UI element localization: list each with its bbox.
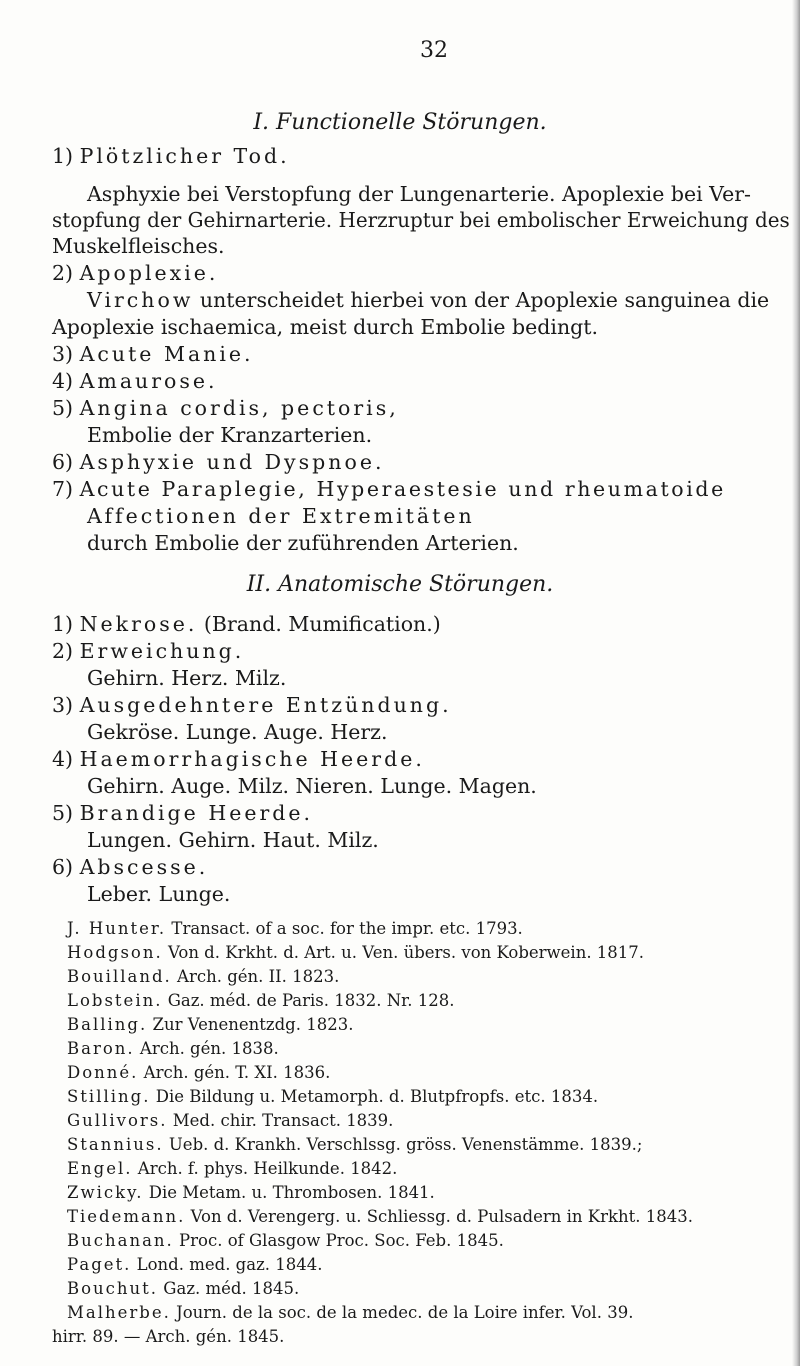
- list-item-6: 6) Abscesse.: [52, 855, 209, 879]
- body-text: Apoplexie ischaemica, meist durch Embolie bedingt.: [52, 315, 599, 339]
- reference-item: Stannius. Ueb. d. Krankh. Verschlssg. gröss. Venenstämme. 1839.;: [67, 1135, 643, 1154]
- body-text: Leber. Lunge.: [87, 882, 231, 906]
- reference-item: hirr. 89. — Arch. gén. 1845.: [52, 1327, 285, 1346]
- body-text: Asphyxie bei Verstopfung der Lungenarterie. Apoplexie bei Ver-: [87, 182, 751, 206]
- reference-item: J. Hunter. Transact. of a soc. for the impr. etc. 1793.: [67, 919, 523, 938]
- section-1-heading: I. Functionelle Störungen.: [253, 110, 547, 135]
- list-item-1: 1) Plötzlicher Tod.: [52, 144, 290, 168]
- reference-item: Tiedemann. Von d. Verengerg. u. Schliessg. d. Pulsadern in Krkht. 1843.: [67, 1207, 693, 1226]
- body-text: Embolie der Kranzarterien.: [87, 423, 373, 447]
- reference-item: Stilling. Die Bildung u. Metamorph. d. Blutpfropfs. etc. 1834.: [67, 1087, 599, 1106]
- list-item-4: 4) Amaurose.: [52, 369, 218, 393]
- reference-item: Balling. Zur Venenentzdg. 1823.: [67, 1015, 354, 1034]
- list-item-6: 6) Asphyxie und Dyspnoe.: [52, 450, 385, 474]
- reference-item: Donné. Arch. gén. T. XI. 1836.: [67, 1063, 331, 1082]
- reference-item: Gullivors. Med. chir. Transact. 1839.: [67, 1111, 394, 1130]
- list-item-3: 3) Ausgedehntere Entzündung.: [52, 693, 452, 717]
- list-item-3: 3) Acute Manie.: [52, 342, 254, 366]
- body-text: stopfung der Gehirnarterie. Herzruptur bei embolischer Erweichung des: [52, 208, 790, 232]
- page-edge-shadow: [792, 0, 800, 1366]
- reference-item: Paget. Lond. med. gaz. 1844.: [67, 1255, 323, 1274]
- list-item-7-cont: Affectionen der Extremitäten: [87, 504, 475, 528]
- body-text: Lungen. Gehirn. Haut. Milz.: [87, 828, 379, 852]
- page-number: 32: [420, 38, 448, 63]
- list-item-2: 2) Erweichung.: [52, 639, 245, 663]
- list-item-5: 5) Brandige Heerde.: [52, 801, 314, 825]
- list-item-1: 1) Nekrose. (Brand. Mumification.): [52, 612, 441, 636]
- reference-item: Lobstein. Gaz. méd. de Paris. 1832. Nr. 128.: [67, 991, 455, 1010]
- body-text: Virchow unterscheidet hierbei von der Apoplexie sanguinea die: [87, 288, 770, 312]
- reference-item: Malherbe. Journ. de la soc. de la medec. de la Loire infer. Vol. 39.: [67, 1303, 634, 1322]
- reference-item: Bouilland. Arch. gén. II. 1823.: [67, 967, 340, 986]
- list-item-2: 2) Apoplexie.: [52, 261, 219, 285]
- reference-item: Bouchut. Gaz. méd. 1845.: [67, 1279, 300, 1298]
- body-text: Gehirn. Herz. Milz.: [87, 666, 287, 690]
- body-text: Gekröse. Lunge. Auge. Herz.: [87, 720, 388, 744]
- reference-item: Engel. Arch. f. phys. Heilkunde. 1842.: [67, 1159, 398, 1178]
- body-text: durch Embolie der zuführenden Arterien.: [87, 531, 519, 555]
- list-item-5: 5) Angina cordis, pectoris,: [52, 396, 399, 420]
- section-2-heading: II. Anatomische Störungen.: [246, 572, 554, 597]
- body-text: Gehirn. Auge. Milz. Nieren. Lunge. Magen.: [87, 774, 537, 798]
- reference-item: Zwicky. Die Metam. u. Thrombosen. 1841.: [67, 1183, 435, 1202]
- reference-item: Buchanan. Proc. of Glasgow Proc. Soc. Feb. 1845.: [67, 1231, 504, 1250]
- list-item-7: 7) Acute Paraplegie, Hyperaestesie und rheumatoide: [52, 477, 726, 501]
- reference-item: Hodgson. Von d. Krkht. d. Art. u. Ven. übers. von Koberwein. 1817.: [67, 943, 645, 962]
- body-text: Muskelfleisches.: [52, 234, 225, 258]
- list-item-4: 4) Haemorrhagische Heerde.: [52, 747, 425, 771]
- reference-item: Baron. Arch. gén. 1838.: [67, 1039, 279, 1058]
